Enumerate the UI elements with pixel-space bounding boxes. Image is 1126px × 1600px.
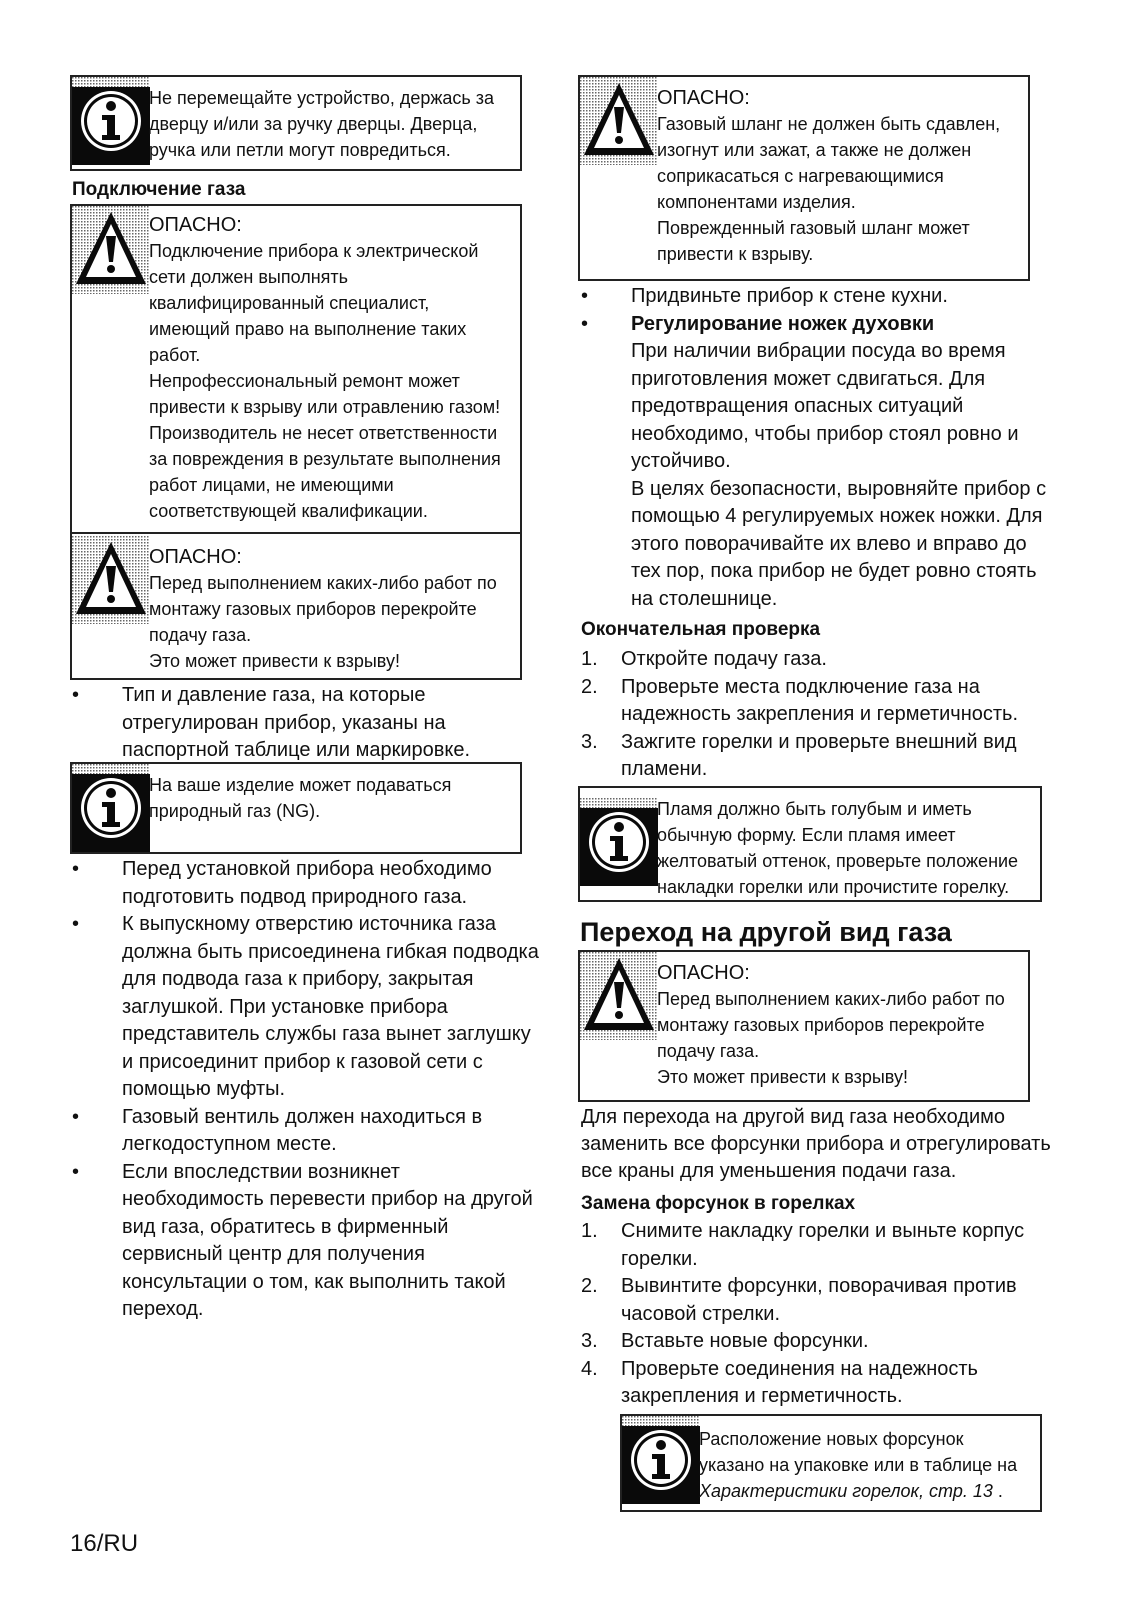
warning-icon xyxy=(72,536,150,624)
divider xyxy=(70,532,522,534)
list-line: необходимость перевести прибор на другой xyxy=(122,1188,533,1210)
list-line: Вставьте новые форсунки. xyxy=(621,1330,869,1352)
step-number: 2. xyxy=(581,1275,598,1297)
list-line: Газовый вентиль должен находиться в xyxy=(122,1105,483,1128)
list-line: необходимо, чтобы прибор стоял ровно и xyxy=(631,422,1019,445)
bullet-list-feet xyxy=(581,283,1051,613)
list-line: сервисный центр для получения xyxy=(122,1243,425,1265)
list-line: Тип и давление газа, на которые xyxy=(122,684,426,706)
list-item xyxy=(72,911,542,1104)
list-line: Вывинтите форсунки, поворачивая против xyxy=(621,1275,1017,1297)
list-line: горелки. xyxy=(621,1247,698,1270)
step-number: 2. xyxy=(581,675,598,698)
warning-line: Производитель не несет ответственности xyxy=(149,423,498,443)
list-line: предотвращения опасных ситуаций xyxy=(631,395,964,417)
list-line: При наличии вибрации посуда во время xyxy=(631,340,1006,362)
list-item xyxy=(581,283,1051,311)
warning-line: подачу газа. xyxy=(657,1041,760,1061)
warning-icon xyxy=(72,206,150,294)
list-item xyxy=(581,1218,1051,1273)
warning-line: имеющий право на выполнение таких xyxy=(149,319,467,339)
list-line: тех пор, пока прибор не будет ровно стоять xyxy=(631,560,1037,582)
list-line: переход. xyxy=(122,1298,204,1320)
step-number: 1. xyxy=(581,648,598,670)
list-line: заглушкой. При установке прибора xyxy=(122,995,448,1018)
info-line: ручка или петли могут повредиться. xyxy=(149,140,451,160)
step-number: 4. xyxy=(581,1357,598,1380)
list-line: закрепления и герметичность. xyxy=(621,1385,903,1407)
paragraph-gas-switch xyxy=(581,1104,1051,1185)
info-line: На ваше изделие может подаваться xyxy=(149,775,452,795)
page-number: 16/RU xyxy=(70,1530,139,1557)
list-item xyxy=(72,1159,542,1324)
text-line: все краны для уменьшения подачи газа. xyxy=(581,1160,957,1182)
warning-line: привести к взрыву. xyxy=(657,244,814,264)
warning-line: Непрофессиональный ремонт может xyxy=(149,371,460,391)
list-line: Откройте подачу газа. xyxy=(621,648,827,670)
warning-line: подачу газа. xyxy=(149,625,252,645)
warning-line: Это может привести к взрыву! xyxy=(657,1067,908,1087)
numbered-list-nozzles xyxy=(581,1218,1051,1411)
warning-title: ОПАСНО: xyxy=(657,87,750,109)
warning-line: работ. xyxy=(149,345,201,365)
list-line: надежность закрепления и герметичность. xyxy=(621,703,1019,725)
warning-line: квалифицированный специалист, xyxy=(149,293,430,313)
warning-line: соприкасаться с нагревающимися xyxy=(657,166,944,186)
warning-title: ОПАСНО: xyxy=(149,546,242,568)
warning-line: за повреждения в результате выполнения xyxy=(149,449,501,469)
list-line: Проверьте соединения на надежность xyxy=(621,1357,978,1380)
info-line: дверцу и/или за ручку дверцы. Дверца, xyxy=(149,114,478,134)
list-item xyxy=(581,674,1051,729)
list-line: Если впоследствии возникнет xyxy=(122,1160,400,1183)
list-title: Регулирование ножек духовки xyxy=(631,312,935,335)
list-line: устойчиво. xyxy=(631,450,731,472)
text-line: заменить все форсунки прибора и отрегулировать xyxy=(581,1133,1051,1155)
info-box-flame xyxy=(578,786,1042,902)
list-item xyxy=(581,729,1051,784)
warning-box-switch xyxy=(578,950,1030,1102)
info-icon xyxy=(580,798,658,886)
reference-link[interactable]: Характеристики горелок, стр. 13 xyxy=(699,1481,993,1501)
info-icon xyxy=(622,1416,700,1504)
warning-line: монтажу газовых приборов перекройте xyxy=(149,599,477,619)
info-box-nozzle-location xyxy=(620,1414,1042,1512)
warning-box-hose xyxy=(578,75,1030,281)
list-line: часовой стрелки. xyxy=(621,1302,781,1325)
warning-icon xyxy=(580,952,658,1040)
warning-line: монтажу газовых приборов перекройте xyxy=(657,1015,985,1035)
info-line: Расположение новых форсунок xyxy=(699,1429,964,1449)
list-line: вид газа, обратитесь в фирменный xyxy=(122,1215,449,1238)
bullet-list-gas-type xyxy=(72,682,528,765)
info-line: желтоватый оттенок, проверьте положение xyxy=(657,851,1019,871)
list-line: для подвода газа к прибору, закрытая xyxy=(122,968,474,990)
section-heading-final-check: Окончательная проверка xyxy=(581,619,821,640)
warning-title: ОПАСНО: xyxy=(657,962,750,984)
warning-title: ОПАСНО: xyxy=(149,214,242,236)
list-line: помощью 4 регулируемых ножек ножки. Для xyxy=(631,505,1043,527)
list-line: Зажгите горелки и проверьте внешний вид xyxy=(621,730,1017,753)
bullet-mark: • xyxy=(581,312,589,335)
list-line: помощью муфты. xyxy=(122,1078,286,1100)
warning-line: Газовый шланг не должен быть сдавлен, xyxy=(657,114,1001,134)
warning-line: соответствующей квалификации. xyxy=(149,501,428,521)
list-item xyxy=(72,1104,542,1159)
list-item xyxy=(581,646,1051,674)
list-item xyxy=(581,1328,1051,1356)
warning-line: привести к взрыву или отравлению газом! xyxy=(149,397,501,417)
section-heading-gas-connection: Подключение газа xyxy=(72,179,246,200)
info-line: природный газ (NG). xyxy=(149,801,321,821)
info-line: накладки горелки или прочистите горелку. xyxy=(657,877,1010,897)
warning-line: сети должен выполнять xyxy=(149,267,349,287)
list-item xyxy=(72,856,542,911)
warning-line: изогнут или зажат, а также не должен xyxy=(657,140,972,160)
warning-line: Подключение прибора к электрической xyxy=(149,241,479,261)
warning-box-group xyxy=(70,204,522,680)
list-line: отрегулирован прибор, указаны на xyxy=(122,711,446,734)
info-tail: . xyxy=(992,1481,1003,1501)
bullet-mark: • xyxy=(72,1105,80,1128)
info-box-natural-gas xyxy=(70,762,522,854)
list-line: представитель службы газа вынет заглушку xyxy=(122,1023,531,1045)
bullet-mark: • xyxy=(72,913,80,935)
list-line: К выпускному отверстию источника газа xyxy=(122,913,496,935)
info-line: указано на упаковке или в таблице на xyxy=(699,1455,1018,1475)
list-line: консультации о том, как выполнить такой xyxy=(122,1270,506,1293)
list-line: В целях безопасности, выровняйте прибор с xyxy=(631,477,1047,500)
warning-line: Перед выполнением каких-либо работ по xyxy=(149,573,497,593)
list-line: подготовить подвод природного газа. xyxy=(122,885,468,908)
list-line: на столешнице. xyxy=(631,587,778,610)
list-item xyxy=(72,682,528,765)
warning-icon xyxy=(580,77,658,165)
step-number: 1. xyxy=(581,1220,598,1242)
info-line: Пламя должно быть голубым и иметь xyxy=(657,799,972,819)
list-line: и присоединит прибор к газовой сети с xyxy=(122,1050,483,1073)
warning-line: Перед выполнением каких-либо работ по xyxy=(657,989,1005,1009)
step-number: 3. xyxy=(581,730,598,753)
numbered-list-final-check xyxy=(581,646,1051,784)
section-heading-nozzle-replace: Замена форсунок в горелках xyxy=(581,1193,856,1214)
bullet-mark: • xyxy=(72,684,80,706)
list-item xyxy=(581,1356,1051,1411)
list-line: пламени. xyxy=(621,758,708,780)
text-line: Для перехода на другой вид газа необходимо xyxy=(581,1106,1006,1128)
list-line: паспортной таблице или маркировке. xyxy=(122,739,471,761)
bullet-mark: • xyxy=(72,1160,80,1183)
list-line: легкодоступном месте. xyxy=(122,1133,337,1155)
list-line: этого поворачивайте их влево и вправо до xyxy=(631,532,1027,555)
info-line xyxy=(699,1478,1036,1504)
warning-line: Это может привести к взрыву! xyxy=(149,651,400,671)
info-box-door xyxy=(70,75,522,171)
list-line: Проверьте места подключение газа на xyxy=(621,675,980,698)
bullet-mark: • xyxy=(581,285,589,307)
info-icon xyxy=(72,77,150,165)
list-line: приготовления может сдвигаться. Для xyxy=(631,367,986,390)
bullet-list-installation xyxy=(72,856,542,1324)
warning-line: работ лицами, не имеющими xyxy=(149,475,394,495)
list-item xyxy=(581,311,1051,614)
list-line: Перед установкой прибора необходимо xyxy=(122,858,492,880)
warning-line: Поврежденный газовый шланг может xyxy=(657,218,970,238)
list-line: Придвиньте прибор к стене кухни. xyxy=(631,285,948,307)
bullet-mark: • xyxy=(72,858,80,880)
step-number: 3. xyxy=(581,1330,598,1352)
warning-line: компонентами изделия. xyxy=(657,192,856,212)
list-item xyxy=(581,1273,1051,1328)
info-icon xyxy=(72,764,150,852)
info-line: обычную форму. Если пламя имеет xyxy=(657,825,956,845)
list-line: Снимите накладку горелки и выньте корпус xyxy=(621,1220,1025,1242)
info-line: Не перемещайте устройство, держась за xyxy=(149,88,495,108)
section-heading-gas-switch: Переход на другой вид газа xyxy=(580,917,952,947)
list-line: должна быть присоединена гибкая подводка xyxy=(122,940,539,963)
